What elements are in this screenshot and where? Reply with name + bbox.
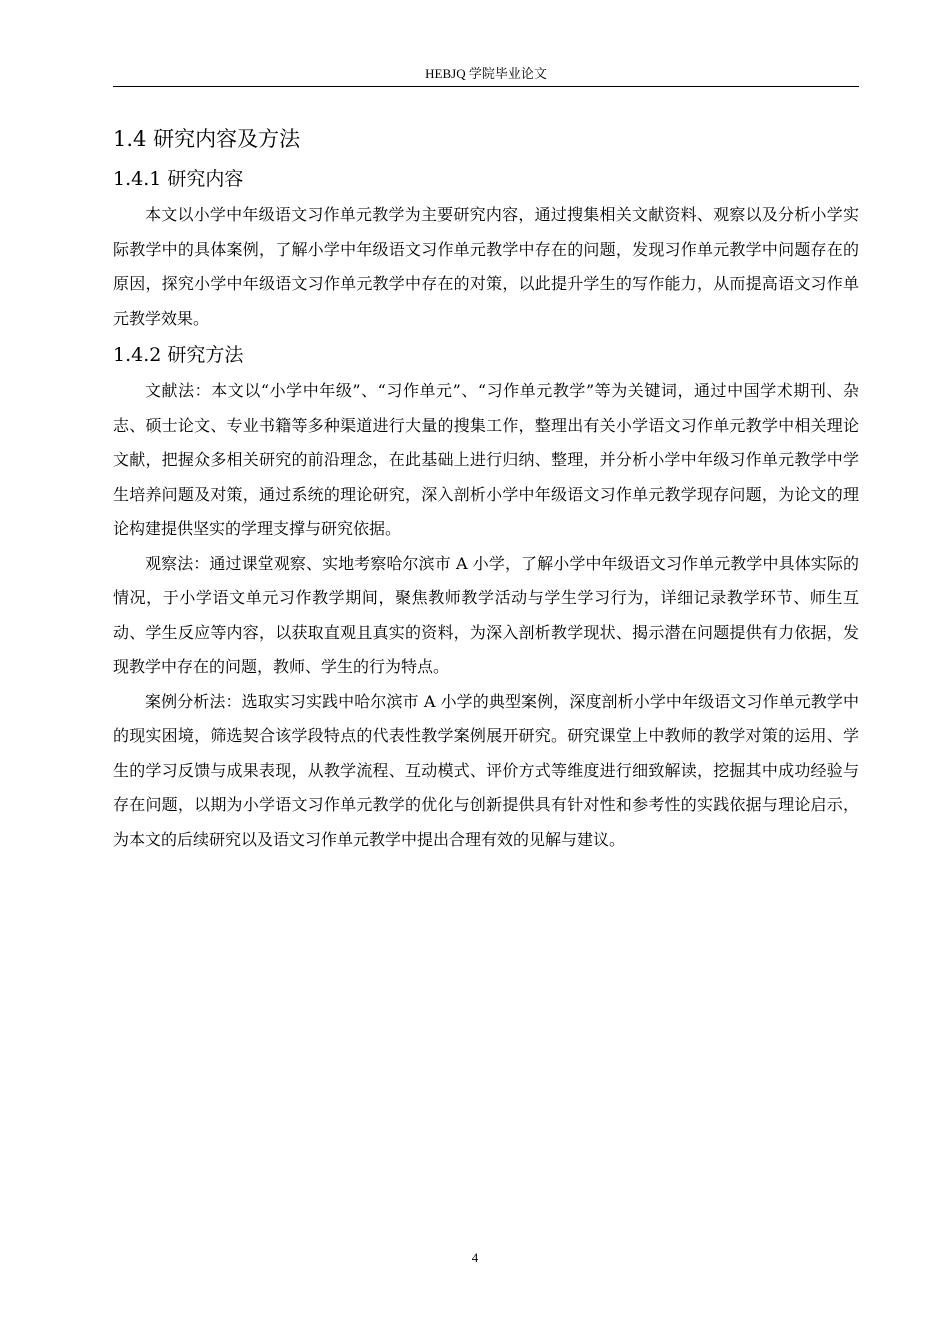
page-header <box>113 64 859 87</box>
paragraph-observation-method: 观察法：通过课堂观察、实地考察哈尔滨市 A 小学，了解小学中年级语文习作单元教学中具体实际的情况，于小学语文单元习作教学期间，聚焦教师教学活动与学生学习行为，详细记录教学环节、师生互动、学生反应等内容，以获取直观且真实的资料，为深入剖析教学现状、揭示潜在问题提供有力依据，发现教学中存在的问题，教师、学生的行为特点。 <box>113 553 859 676</box>
paragraph-research-content: 本文以小学中年级语文习作单元教学为主要研究内容，通过搜集相关文献资料、观察以及分析小学实际教学中的具体案例，了解小学中年级语文习作单元教学中存在的问题，发现习作单元教学中问题存在的原因，探究小学中年级语文习作单元教学中存在的对策，以此提升学生的写作能力，从而提高语文习作单元教学效果。 <box>113 205 859 328</box>
page-number: 4 <box>471 1250 479 1265</box>
section-title: 1.4 研究内容及方法 <box>113 127 301 151</box>
subsection-title-research-methods: 1.4.2 研究方法 <box>113 344 244 366</box>
paragraph-case-analysis-method: 案例分析法：选取实习实践中哈尔滨市 A 小学的典型案例，深度剖析小学中年级语文习作单元教学中的现实困境，筛选契合该学段特点的代表性教学案例展开研究。研究课堂上中教师的教学对策的运用、学生的学习反馈与成果表现，从教学流程、互动模式、评价方式等维度进行细致解读，挖掘其中成功经验与存在问题，以期为小学语文习作单元教学的优化与创新提供具有针对性和参考性的实践依据与理论启示，为本文的后续研究以及语文习作单元教学中提出合理有效的见解与建议。 <box>113 691 859 849</box>
paragraph-literature-method: 文献法：本文以“小学中年级”、“习作单元”、“习作单元教学”等为关键词，通过中国学术期刊、杂志、硕士论文、专业书籍等多种渠道进行大量的搜集工作，整理出有关小学语文习作单元教学中相关理论文献，把握众多相关研究的前沿理念，在此基础上进行归纳、整理，并分析小学中年级习作单元教学中学生培养问题及对策，通过系统的理论研究，深入剖析小学中年级语文习作单元教学现存问题，为论文的理论构建提供坚实的学理支撑与研究依据。 <box>113 381 859 538</box>
page-content <box>113 118 859 857</box>
subsection-title-research-content: 1.4.1 研究内容 <box>113 168 244 190</box>
header-title: HEBJQ 学院毕业论文 <box>425 66 547 81</box>
